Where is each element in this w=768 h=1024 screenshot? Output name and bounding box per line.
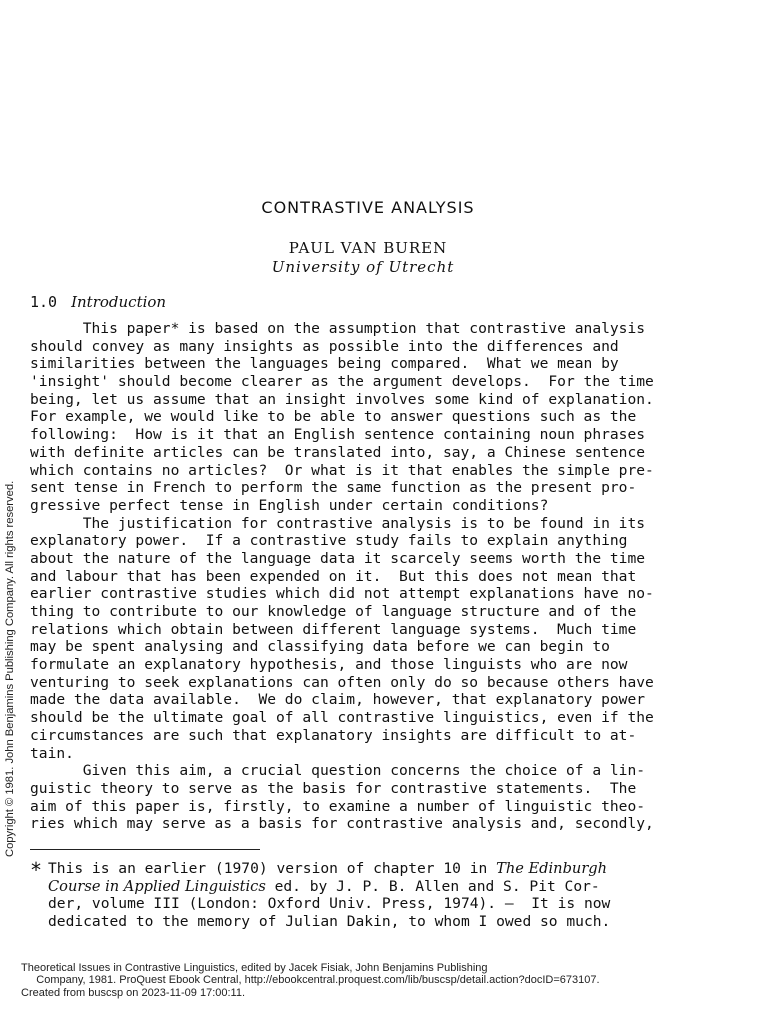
footnote-book-title: The Edinburgh: [496, 860, 608, 877]
body-line: ries which may serve as a basis for contrastive analysis and, secondly,: [30, 815, 654, 833]
footnote-line: [48, 860, 610, 878]
body-line: formulate an explanatory hypothesis, and those linguists who are now: [30, 656, 628, 674]
body-line: explanatory power. If a contrastive study fails to explain anything: [30, 532, 628, 550]
body-line: This paper* is based on the assumption that contrastive analysis: [30, 320, 646, 337]
footnote-divider: [30, 849, 260, 850]
footnote-text: ed. by J. P. B. Allen and S. Pit Cor-: [265, 877, 600, 895]
body-line: earlier contrastive studies which did not attempt explanations have no-: [30, 585, 654, 603]
body-line: thing to contribute to our knowledge of language structure and of the: [30, 603, 637, 620]
body-line: aim of this paper is, firstly, to examine a number of linguistic theo-: [30, 797, 646, 815]
section-name: Introduction: [71, 293, 167, 311]
section-heading: [30, 293, 166, 311]
body-line: sent tense in French to perform the same function as the present pro-: [30, 479, 637, 497]
body-line: similarities between the languages being compared. What we mean by: [30, 355, 619, 373]
footnote-text: This is an earlier (1970) version of chapter 10 in: [48, 860, 497, 877]
body-line: which contains no articles? Or what is it that enables the simple pre-: [30, 461, 654, 479]
body-line: following: How is it that an English sentence containing noun phrases: [30, 426, 646, 444]
body-line: 'insight' should become clearer as the argument develops. For the time: [30, 373, 654, 391]
source-citation-line: Company, 1981. ProQuest Ebook Central, http://ebookcentral.proquest.com/lib/buscsp/detail.action?docID=673107.: [21, 974, 600, 987]
section-number: 1.0: [30, 293, 58, 311]
body-line: made the data available. We do claim, however, that explanatory power: [30, 691, 646, 709]
body-line: and labour that has been expended on it. But this does not mean that: [30, 567, 637, 585]
footnote-book-title: Course in Applied Linguistics: [48, 877, 266, 895]
body-line: guistic theory to serve as the basis for contrastive statements. The: [30, 779, 637, 797]
footnote-marker: *: [30, 858, 43, 882]
body-line: with definite articles can be translated into, say, a Chinese sentence: [30, 443, 646, 461]
body-line: relations which obtain between different language systems. Much time: [30, 620, 637, 638]
source-citation-line: Created from buscsp on 2023-11-09 17:00:11.: [21, 986, 246, 999]
body-line: may be spent analysing and classifying data before we can begin to: [30, 638, 610, 656]
article-title: CONTRASTIVE ANALYSIS: [261, 198, 475, 217]
author-name: PAUL VAN BUREN: [288, 239, 448, 257]
source-citation-line: Theoretical Issues in Contrastive Linguistics, edited by Jacek Fisiak, John Benjamins Publishing: [21, 962, 488, 974]
body-line: Given this aim, a crucial question concerns the choice of a lin-: [30, 762, 646, 780]
body-line: should be the ultimate goal of all contrastive linguistics, even if the: [30, 709, 654, 727]
author-affiliation: University of Utrecht: [271, 258, 455, 276]
footnote-line: [48, 878, 610, 896]
footnote-line: dedicated to the memory of Julian Dakin, to whom I owed so much.: [48, 913, 611, 931]
body-line: about the nature of the language data it scarcely seems worth the time: [30, 549, 646, 567]
body-line: circumstances are such that explanatory insights are difficult to at-: [30, 726, 637, 744]
copyright-notice: Copyright © 1981. John Benjamins Publishing Company. All rights reserved.: [4, 480, 16, 857]
body-line: tain.: [30, 744, 74, 762]
body-line: being, let us assume that an insight involves some kind of explanation.: [30, 390, 654, 408]
body-text: [30, 320, 740, 833]
source-citation: [21, 962, 600, 999]
body-line: should convey as many insights as possible into the differences and: [30, 337, 619, 355]
body-line: For example, we would like to be able to answer questions such as the: [30, 408, 637, 426]
body-line: gressive perfect tense in English under certain conditions?: [30, 496, 549, 514]
footnote-line: der, volume III (London: Oxford Univ. Press, 1974). — It is now: [48, 895, 611, 913]
body-line: venturing to seek explanations can often only do so because others have: [30, 673, 654, 691]
body-line: The justification for contrastive analysis is to be found in its: [30, 514, 646, 532]
